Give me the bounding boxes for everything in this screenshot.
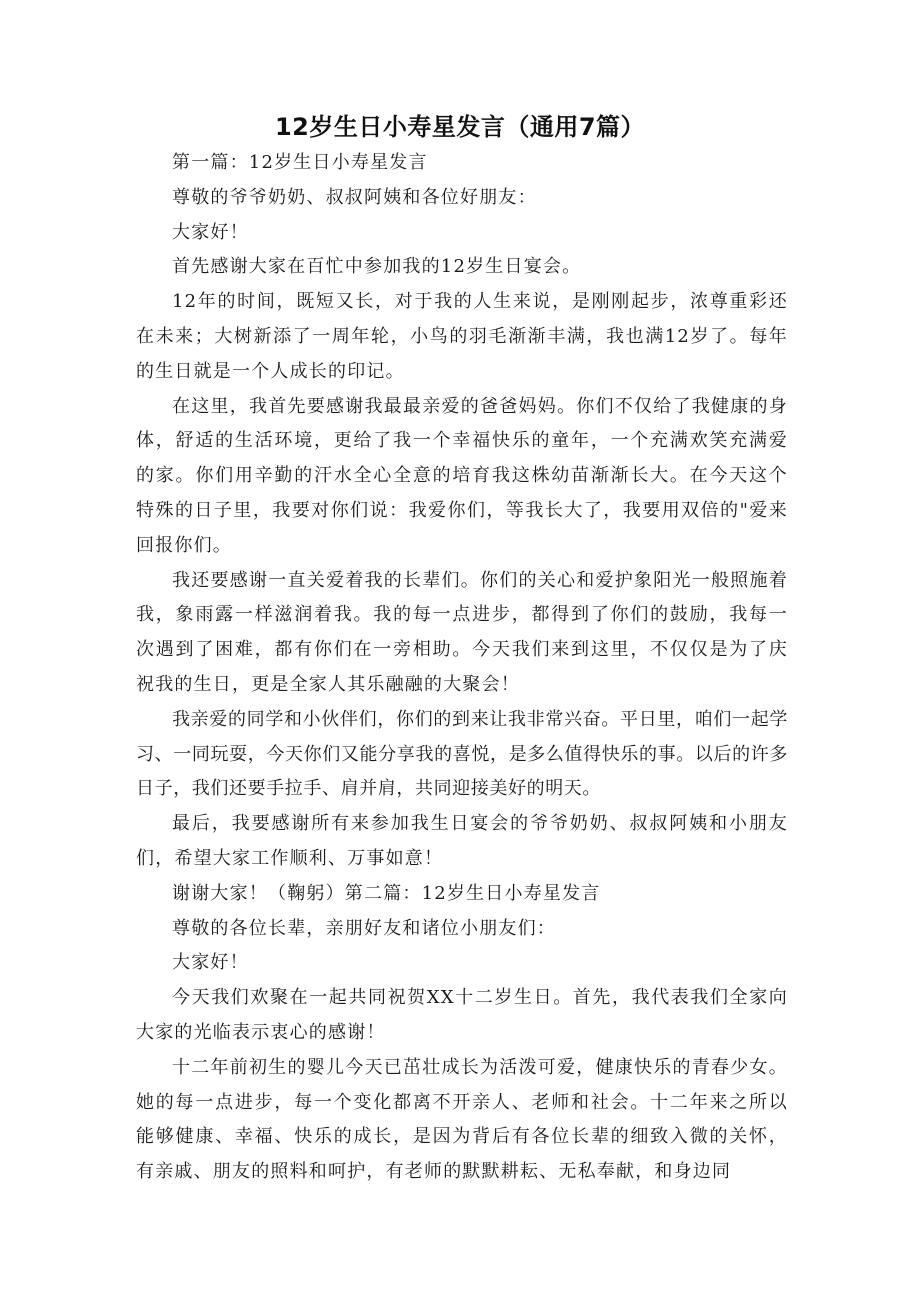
paragraph-8: 我亲爱的同学和小伙伴们，你们的到来让我非常兴奋。平日里，咱们一起学习、一同玩耍，今天你们又能分享我的喜悦，是多么值得快乐的事。以后的许多日子，我们还要手拉手、肩并肩，共同迎接美好的明天。 [136,708,788,800]
paragraph-3: 大家好！ [172,221,249,243]
paragraph-11: 尊敬的各位长辈，亲朋好友和诸位小朋友们： [172,917,556,939]
paragraph-9: 最后，我要感谢所有来参加我生日宴会的爷爷奶奶、叔叔阿姨和小朋友们，希望大家工作顺利、万事如意！ [136,813,788,869]
paragraph-7: 我还要感谢一直关爱着我的长辈们。你们的关心和爱护象阳光一般照施着我，象雨露一样滋润着我。我的每一点进步，都得到了你们的鼓励，我每一次遇到了困难，都有你们在一旁相助。今天我们来到这里，不仅仅是为了庆祝我的生日，更是全家人其乐融融的大聚会！ [136,569,788,695]
document-body [136,146,788,1190]
paragraph-14: 十二年前初生的婴儿今天已茁壮成长为活泼可爱，健康快乐的青春少女。她的每一点进步，每一个变化都离不开亲人、老师和社会。十二年来之所以能够健康、幸福、快乐的成长，是因为背后有各位长辈的细致入微的关怀，有亲戚、朋友的照料和呵护，有老师的默默耕耘、无私奉献，和身边同 [136,1056,788,1183]
paragraph-2: 尊敬的爷爷奶奶、叔叔阿姨和各位好朋友： [172,186,537,208]
paragraph-10: 谢谢大家！（鞠躬）第二篇：12岁生日小寿星发言 [172,882,601,904]
document-title: 12岁生日小寿星发言（通用7篇） [274,113,646,141]
paragraph-1: 第一篇：12岁生日小寿星发言 [172,152,428,173]
paragraph-6: 在这里，我首先要感谢我最最亲爱的爸爸妈妈。你们不仅给了我健康的身体，舒适的生活环境，更给了我一个幸福快乐的童年，一个充满欢笑充满爱的家。你们用辛勤的汗水全心全意的培育我这株幼苗渐渐长大。在今天这个特殊的日子里，我要对你们说：我爱你们，等我长大了，我要用双倍的"爱来回报你们。 [136,395,788,556]
paragraph-13: 今天我们欢聚在一起共同祝贺XX十二岁生日。首先，我代表我们全家向大家的光临表示衷心的感谢！ [136,987,788,1043]
paragraph-4: 首先感谢大家在百忙中参加我的12岁生日宴会。 [172,256,582,278]
paragraph-5: 12年的时间，既短又长，对于我的人生来说，是刚刚起步，浓尊重彩还在未来；大树新添了一周年轮，小鸟的羽毛渐渐丰满，我也满12岁了。每年的生日就是一个人成长的印记。 [136,291,788,382]
paragraph-12: 大家好！ [172,952,249,974]
